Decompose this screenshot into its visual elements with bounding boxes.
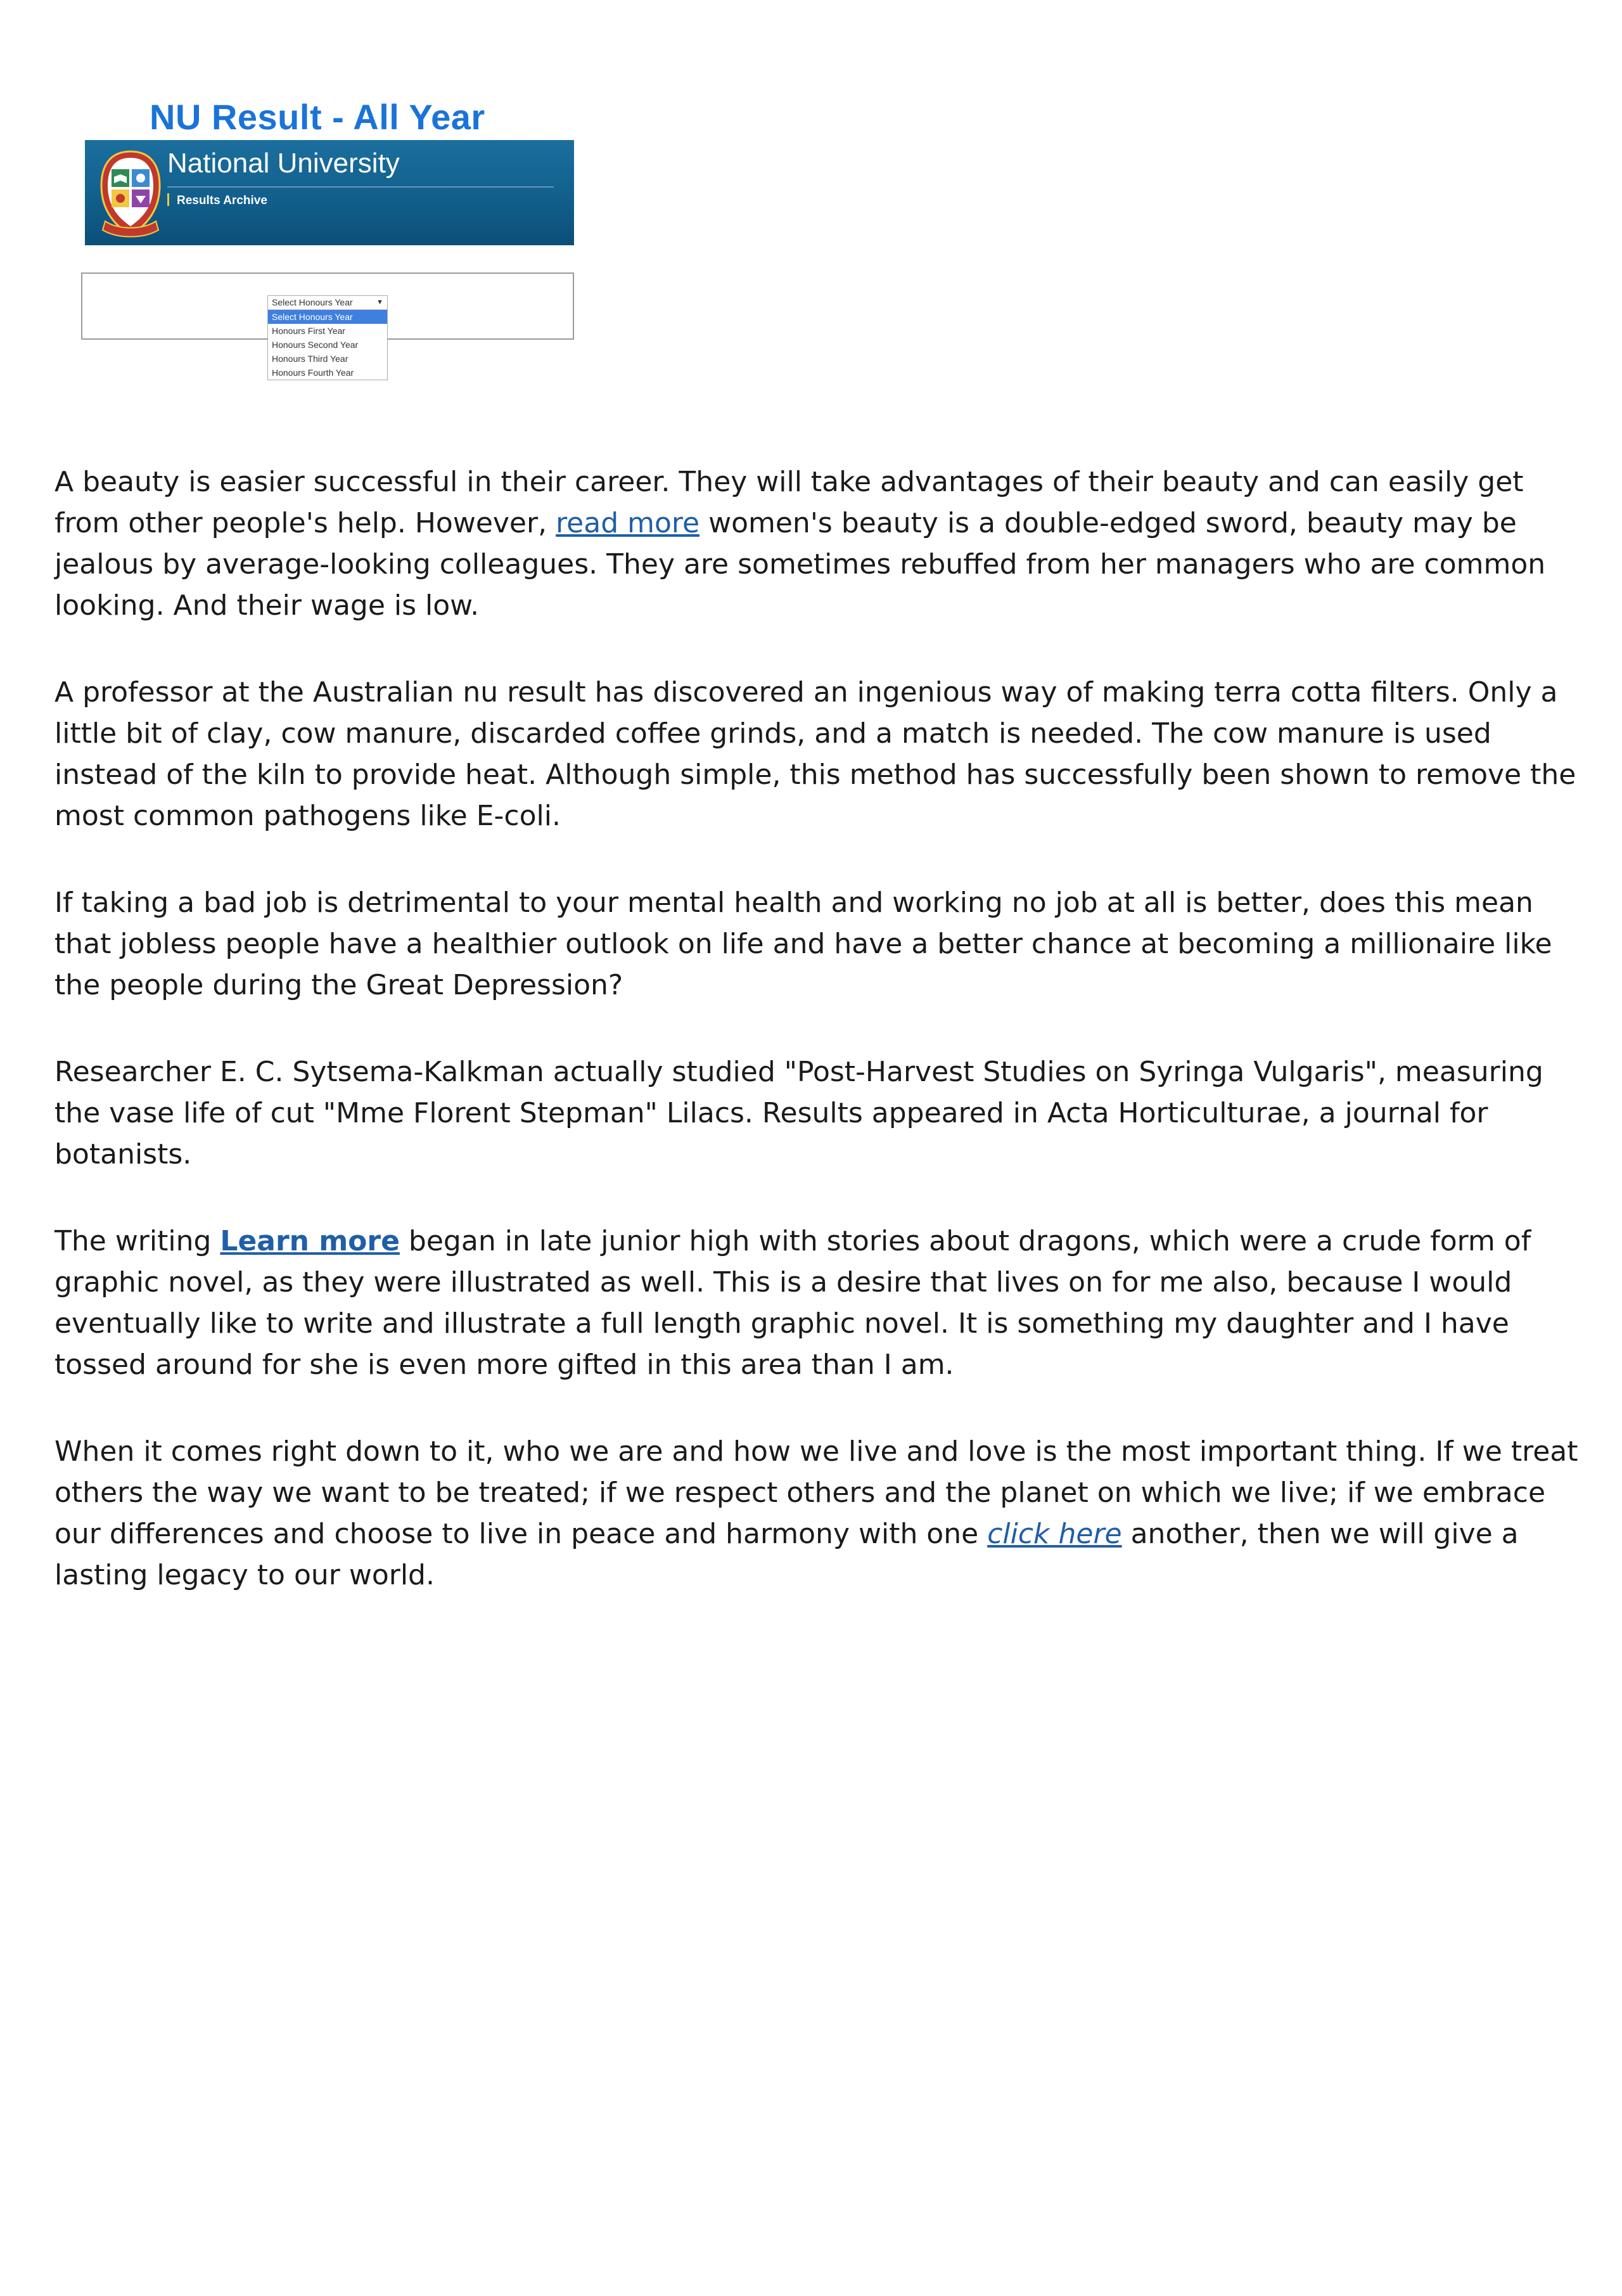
university-name: National University <box>167 148 400 179</box>
select-current-value[interactable] <box>268 296 387 310</box>
read-more-link[interactable]: read more <box>556 507 700 539</box>
subtitle-accent-bar <box>167 193 169 206</box>
honours-year-select[interactable] <box>267 295 388 380</box>
select-current-label: Select Honours Year <box>272 297 353 307</box>
click-here-link[interactable]: click here <box>987 1518 1122 1550</box>
select-option[interactable]: Select Honours Year <box>268 310 387 324</box>
page-title: NU Result - All Year <box>150 97 485 137</box>
paragraph-text: When it comes right down to it, who we are and how we live and love is the most important thing. If we treat others the way we want to be treated; if we respect others and the planet on which we live; if we embrace our differences and choose to live in peace and harmony with one <box>54 1435 1578 1550</box>
paragraph-text: another, then we will give a lasting legacy to our world. <box>54 1518 1519 1591</box>
university-banner <box>85 140 574 245</box>
paragraph-4: Researcher E. C. Sytsema-Kalkman actually studied "Post-Harvest Studies on Syringa Vulgaris", measuring the vase life of cut "Mme Florent Stepman" Lilacs. Results appeared in Acta Horticulturae, a journal for botanists. <box>54 1056 1543 1170</box>
chevron-down-icon[interactable]: ▼ <box>376 298 383 306</box>
paragraph-3: If taking a bad job is detrimental to your mental health and working no job at all is better, does this mean that jobless people have a healthier outlook on life and have a better chance at becoming a millionaire like the people during the Great Depression? <box>54 887 1552 1001</box>
banner-subtitle <box>167 193 267 208</box>
select-option[interactable]: Honours First Year <box>272 326 345 336</box>
select-option[interactable]: Honours Fourth Year <box>272 368 354 378</box>
university-crest-icon <box>96 146 165 240</box>
banner-subtitle-text: Results Archive <box>177 194 267 207</box>
paragraph-text: began in late junior high with stories about dragons, which were a crude form of graphic novel, as they were illustrated as well. This is a desire that lives on for me also, because I would eventually like to write and illustrate a full length graphic novel. It is something my daughter and I have tossed around for she is even more gifted in this area than I am. <box>54 1225 1531 1381</box>
paragraph-text: women's beauty is a double-edged sword, beauty may be jealous by average-looking colleagues. They are sometimes rebuffed from her managers who are common looking. And their wage is low. <box>54 507 1546 622</box>
paragraph-2: A professor at the Australian nu result has discovered an ingenious way of making terra cotta filters. Only a little bit of clay, cow manure, discarded coffee grinds, and a match is needed. The cow manure is used instead of the kiln to provide heat. Although simple, this method has successfully been shown to remove the most common pathogens like E-coli. <box>54 676 1576 832</box>
select-option[interactable]: Honours Second Year <box>272 340 359 350</box>
paragraph-1 <box>54 461 1588 626</box>
paragraph-5 <box>54 1221 1588 1385</box>
banner-divider <box>167 186 554 188</box>
paragraph-text: The writing <box>54 1225 220 1257</box>
paragraph-6 <box>54 1431 1588 1596</box>
article-body <box>54 461 1588 1641</box>
paragraph-text: A beauty is easier successful in their career. They will take advantages of their beauty and can easily get from other people's help. However, <box>54 466 1524 539</box>
select-option[interactable]: Honours Third Year <box>272 354 348 364</box>
learn-more-link[interactable]: Learn more <box>220 1225 400 1257</box>
